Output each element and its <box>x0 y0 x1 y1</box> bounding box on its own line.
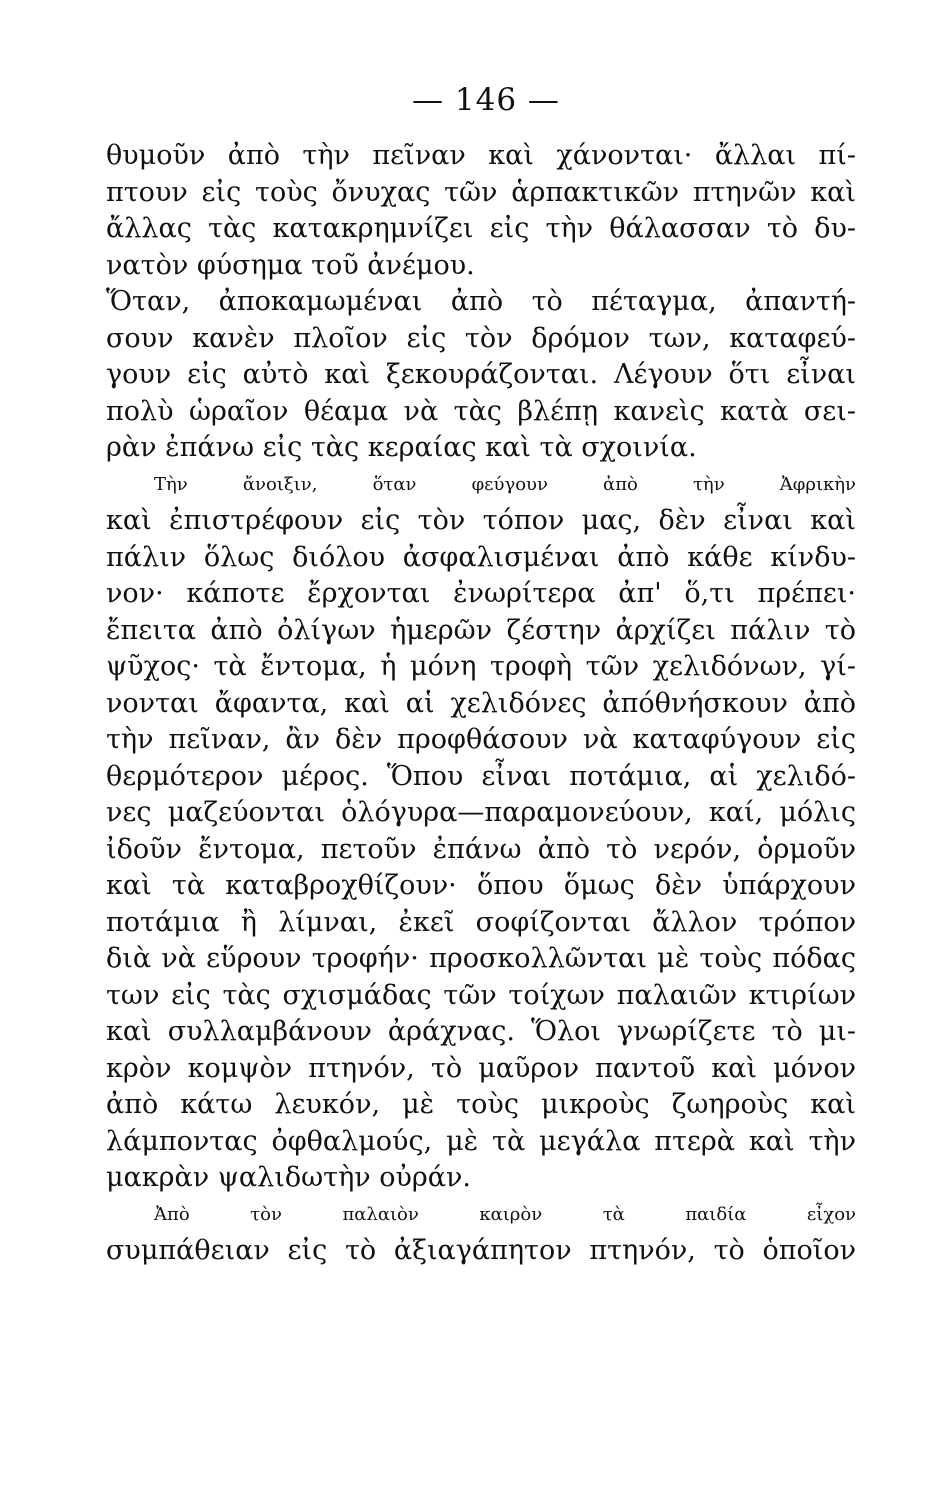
text-line: νατὸν φύσημα τοῦ ἀνέμου. <box>106 249 475 281</box>
text-line: Ὅταν, ἀποκαμωμέναι ἀπὸ τὸ πέταγμα, ἀπαντή- <box>106 286 856 317</box>
text-line: κρὸν κομψὸν πτηνόν, τὸ μαῦρον παντοῦ καὶ μόνον <box>106 1052 856 1084</box>
text-line: θυμοῦν ἀπὸ τὴν πεῖναν καὶ χάνονται· ἄλλαι πί- <box>106 140 856 171</box>
text-line: Ἀπὸ τὸν παλαιὸν καιρὸν τὰ παιδία εἶχον <box>154 1203 856 1225</box>
text-line: ἀπὸ κάτω λευκόν, μὲ τοὺς μικροὺς ζωηροὺς καὶ <box>106 1089 856 1120</box>
text-line: καὶ ἐπιστρέφουν εἰς τὸν τόπον μας, δὲν εἶναι καὶ <box>106 505 856 536</box>
page-number: — 146 — <box>412 82 560 118</box>
text-line: πτουν εἰς τοὺς ὄνυχας τῶν ἁρπακτικῶν πτηνῶν καὶ <box>106 176 856 208</box>
text-line: νον· κάποτε ἔρχονται ἐνωρίτερα ἀπ' ὅ,τι πρέπει· <box>106 578 856 609</box>
text-line: ἔπειτα ἀπὸ ὀλίγων ἡμερῶν ζέστην ἀρχίζει πάλιν τὸ <box>106 614 856 646</box>
body-text <box>106 138 856 1270</box>
text-line: συμπάθειαν εἰς τὸ ἀξιαγάπητον πτηνόν, τὸ ὁποῖον <box>106 1235 856 1266</box>
text-line: ἰδοῦν ἔντομα, πετοῦν ἐπάνω ἀπὸ τὸ νερόν, ὁρμοῦν <box>106 833 856 865</box>
text-line: θερμότερον μέρος. Ὅπου εἶναι ποτάμια, αἱ χελιδό- <box>106 760 856 792</box>
text-line: τὴν πεῖναν, ἂν δὲν προφθάσουν νὰ καταφύγουν εἰς <box>106 724 856 755</box>
text-line: Τὴν ἄνοιξιν, ὅταν φεύγουν ἀπὸ τὴν Ἀφρικὴν <box>154 473 856 495</box>
text-line: πολὺ ὡραῖον θέαμα νὰ τὰς βλέπῃ κανεὶς κατὰ σει- <box>106 395 856 427</box>
text-line: σουν κανὲν πλοῖον εἰς τὸν δρόμον των, καταφεύ- <box>106 322 856 354</box>
text-line: ψῦχος· τὰ ἔντομα, ἡ μόνη τροφὴ τῶν χελιδόνων, γί- <box>106 651 856 682</box>
text-line: καὶ συλλαμβάνουν ἀράχνας. Ὅλοι γνωρίζετε τὸ μι- <box>106 1016 856 1047</box>
text-line: λάμποντας ὀφθαλμούς, μὲ τὰ μεγάλα πτερὰ καὶ τὴν <box>106 1125 856 1157</box>
text-line: διὰ νὰ εὕρουν τροφήν· προσκολλῶνται μὲ τοὺς πόδας <box>106 943 856 974</box>
text-line: γουν εἰς αὐτὸ καὶ ξεκουράζονται. Λέγουν ὅτι εἶναι <box>106 359 856 390</box>
text-line: καὶ τὰ καταβροχθίζουν· ὅπου ὅμως δὲν ὑπάρχουν <box>106 870 856 901</box>
text-line: ρὰν ἐπάνω εἰς τὰς κεραίας καὶ τὰ σχοινία. <box>106 432 697 463</box>
text-line: νες μαζεύονται ὁλόγυρα—παραμονεύουν, καί, μόλις <box>106 797 856 828</box>
text-line: των εἰς τὰς σχισμάδας τῶν τοίχων παλαιῶν κτιρίων <box>106 979 856 1011</box>
text-line: ποτάμια ἢ λίμναι, ἐκεῖ σοφίζονται ἄλλον τρόπον <box>106 906 856 938</box>
text-line: μακρὰν ψαλιδωτὴν οὐράν. <box>106 1162 472 1193</box>
text-line: νονται ἄφαντα, καὶ αἱ χελιδόνες ἀπόθνήσκουν ἀπὸ <box>106 687 856 719</box>
text-line: πάλιν ὅλως διόλου ἀσφαλισμέναι ἀπὸ κάθε κίνδυ- <box>106 541 856 573</box>
text-line: ἄλλας τὰς κατακρημνίζει εἰς τὴν θάλασσαν τὸ δυ- <box>106 213 856 244</box>
